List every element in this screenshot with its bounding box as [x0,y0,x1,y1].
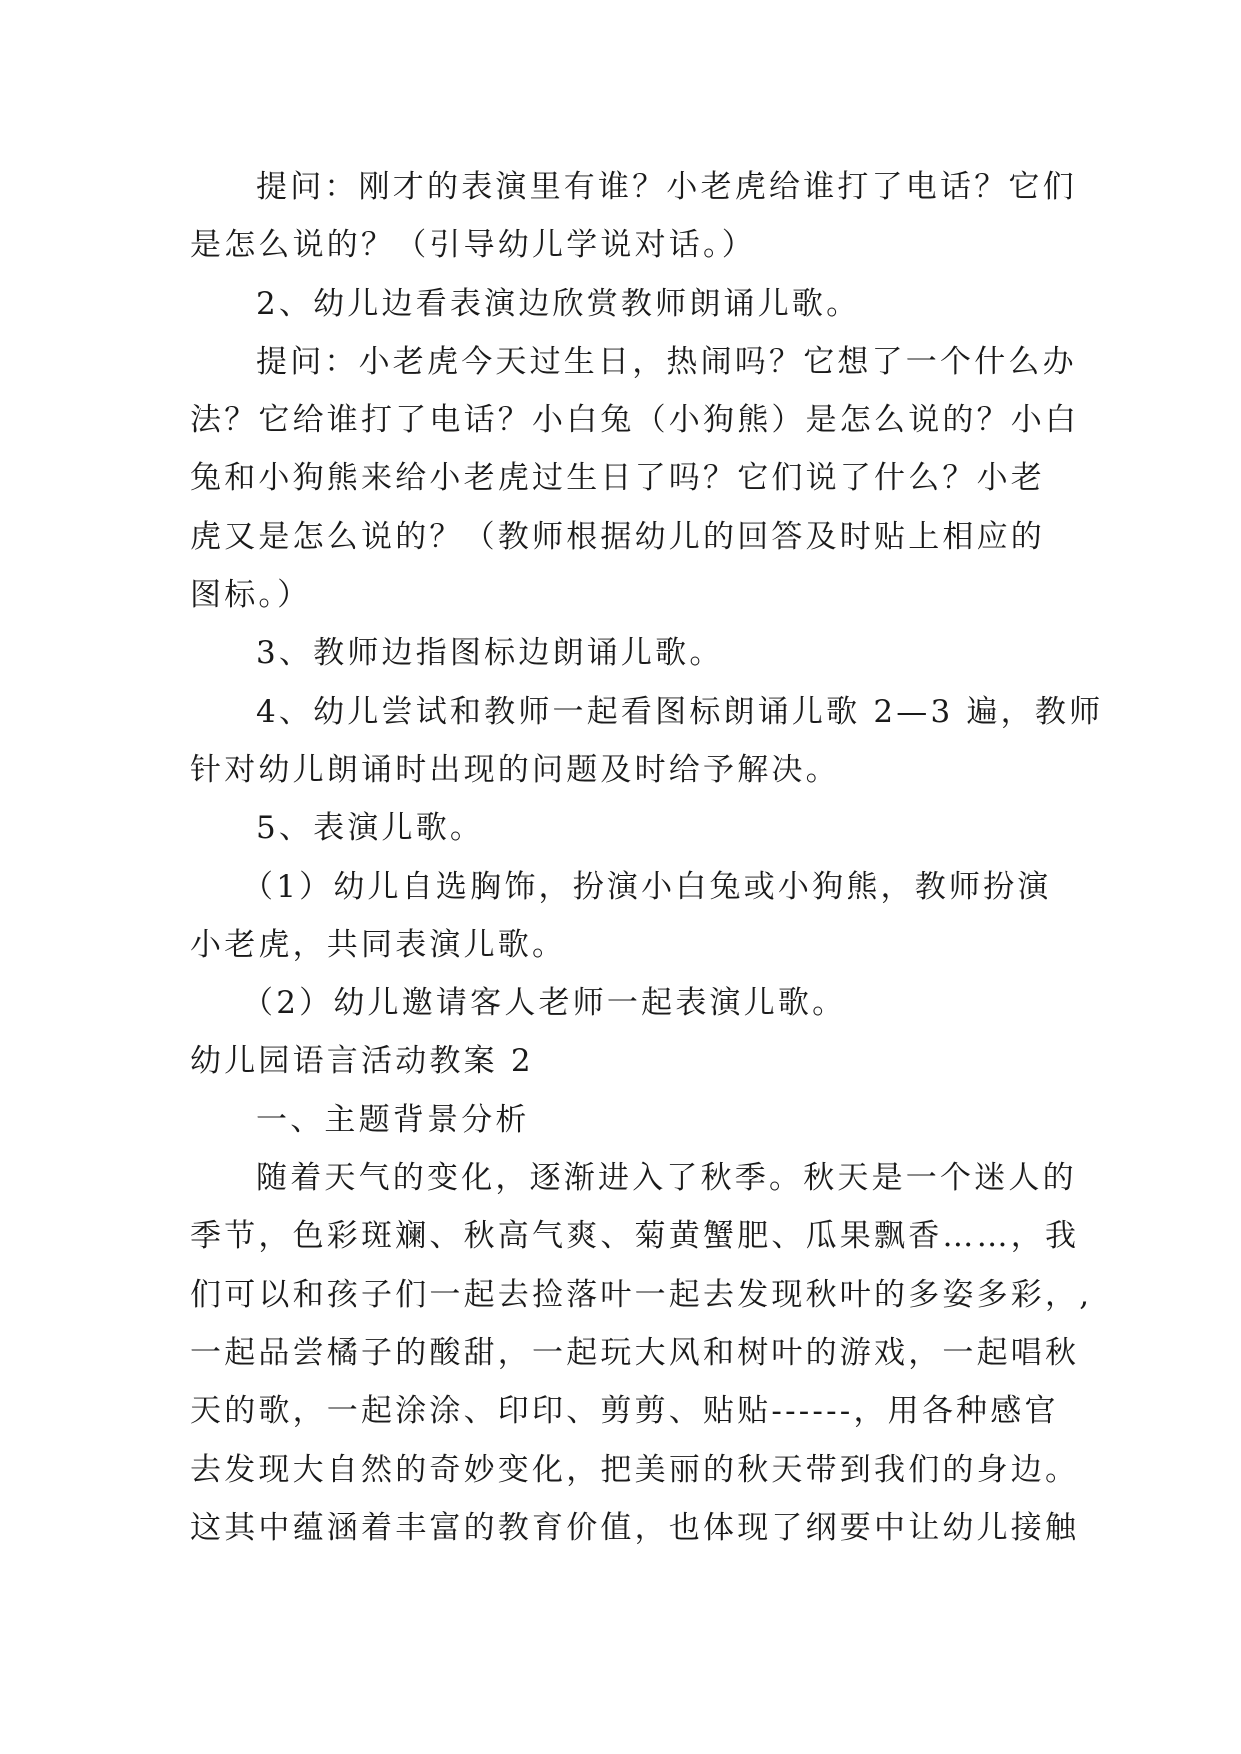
text-line: 4、幼儿尝试和教师一起看图标朗诵儿歌 2—3 遍，教师 [256,693,1104,730]
text-line: 季节，色彩斑斓、秋高气爽、菊黄蟹肥、瓜果飘香……，我 [190,1218,1080,1255]
text-line: 去发现大自然的奇妙变化，把美丽的秋天带到我们的身边。 [190,1451,1080,1488]
text-line: 这其中蕴涵着丰富的教育价值，也体现了纲要中让幼儿接触 [190,1509,1080,1546]
text-line: 们可以和孩子们一起去捡落叶一起去发现秋叶的多姿多彩，, [190,1276,1093,1313]
text-line: 针对幼儿朗诵时出现的问题及时给予解决。 [190,751,840,788]
text-line: 随着天气的变化，逐渐进入了秋季。秋天是一个迷人的 [256,1160,1077,1197]
document-page [190,158,1104,1557]
text-line: 小老虎，共同表演儿歌。 [190,926,567,963]
text-line: 天的歌，一起涂涂、印印、剪剪、贴贴------，用各种感官 [190,1393,1059,1430]
text-line: 3、教师边指图标边朗诵儿歌。 [256,635,724,672]
subsection-heading: 一、主题背景分析 [256,1101,530,1138]
text-line: 虎又是怎么说的？（教师根据幼儿的回答及时贴上相应的 [190,518,1045,555]
text-line: 提问：刚才的表演里有谁？小老虎给谁打了电话？它们 [256,169,1077,205]
text-line: 是怎么说的？（引导幼儿学说对话。） [190,227,756,264]
section-heading: 幼儿园语言活动教案 2 [190,1043,534,1080]
text-line: 提问：小老虎今天过生日，热闹吗？它想了一个什么办 [256,343,1077,380]
text-line: （1）幼儿自选胸饰，扮演小白兔或小狗熊，教师扮演 [242,868,1052,905]
text-line: 2、幼儿边看表演边欣赏教师朗诵儿歌。 [256,285,861,322]
text-line: 图标。） [190,577,312,614]
text-line: （2）幼儿邀请客人老师一起表演儿歌。 [242,985,847,1022]
text-line: 一起品尝橘子的酸甜，一起玩大风和树叶的游戏，一起唱秋 [190,1334,1080,1371]
text-line: 法？它给谁打了电话？小白兔（小狗熊）是怎么说的？小白 [190,402,1080,439]
text-line: 5、表演儿歌。 [256,810,485,847]
text-line: 兔和小狗熊来给小老虎过生日了吗？它们说了什么？小老 [190,460,1045,497]
